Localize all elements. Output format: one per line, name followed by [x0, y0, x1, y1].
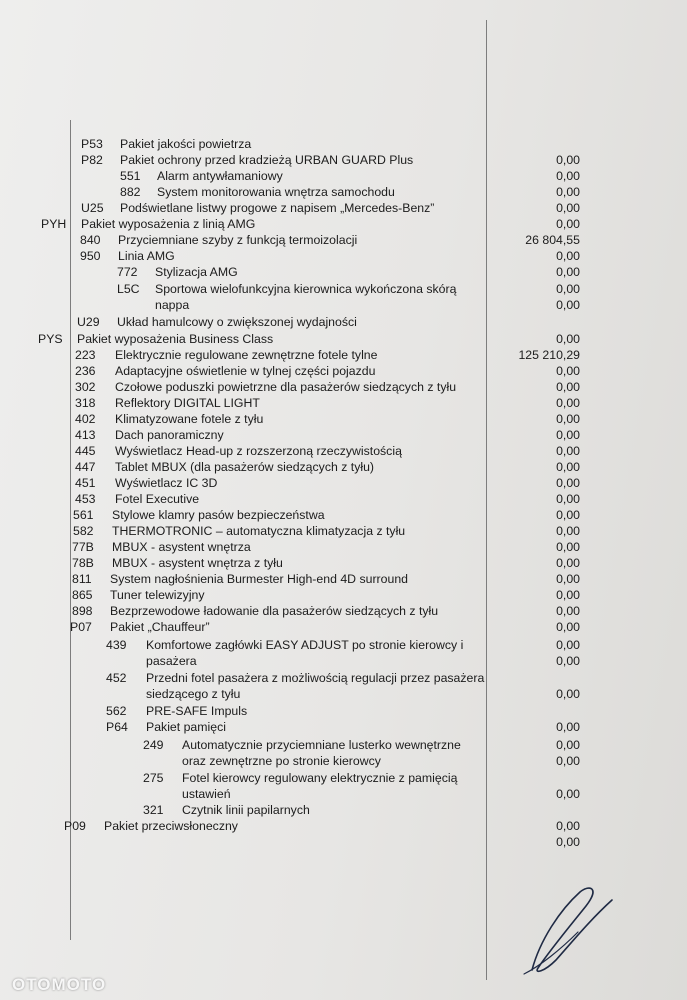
item-value: 0,00 [556, 835, 580, 849]
item-description: Reflektory DIGITAL LIGHT [115, 396, 260, 410]
item-code: 582 [73, 524, 94, 538]
item-description: Układ hamulcowy o zwiększonej wydajności [117, 315, 357, 329]
item-code: 453 [75, 492, 96, 506]
item-description: Sportowa wielofunkcyjna kierownica wykończona skórą [155, 282, 457, 296]
item-value: 125 210,29 [518, 348, 580, 362]
item-code: P07 [70, 620, 92, 634]
item-description: MBUX - asystent wnętrza [112, 540, 251, 554]
item-description: Przyciemniane szyby z funkcją termoizolacji [118, 233, 358, 247]
item-value: 0,00 [556, 604, 580, 618]
item-value: 0,00 [556, 265, 580, 279]
item-description: Stylowe klamry pasów bezpieczeństwa [112, 508, 325, 522]
item-description: Fotel kierowcy regulowany elektrycznie z pamięcią [182, 771, 458, 785]
item-description: ustawień [182, 787, 231, 801]
item-value: 0,00 [556, 620, 580, 634]
item-description: Wyświetlacz IC 3D [115, 476, 218, 490]
item-value: 0,00 [556, 508, 580, 522]
item-code: 78B [72, 556, 94, 570]
item-value: 0,00 [556, 153, 580, 167]
item-code: 318 [75, 396, 96, 410]
item-code: 77B [72, 540, 94, 554]
item-code: U29 [77, 315, 100, 329]
item-code: 445 [75, 444, 96, 458]
item-code: 562 [106, 704, 127, 718]
item-description: Pakiet ochrony przed kradzieżą URBAN GUARD Plus [120, 153, 414, 167]
item-value: 0,00 [556, 687, 580, 701]
item-value: 0,00 [556, 249, 580, 263]
item-description: Wyświetlacz Head-up z rozszerzoną rzeczywistością [115, 444, 402, 458]
item-value: 0,00 [556, 396, 580, 410]
item-value: 0,00 [556, 332, 580, 346]
item-code: 249 [143, 738, 164, 752]
item-value: 0,00 [556, 492, 580, 506]
left-margin-line [70, 120, 71, 940]
item-code: 223 [75, 348, 96, 362]
item-value: 0,00 [556, 282, 580, 296]
otomoto-watermark: OTOMOTO [12, 975, 107, 994]
item-code: 302 [75, 380, 96, 394]
item-code: 898 [72, 604, 93, 618]
item-value: 0,00 [556, 476, 580, 490]
item-value: 0,00 [556, 524, 580, 538]
item-description: Pakiet pamięci [146, 720, 226, 734]
item-value: 0,00 [556, 787, 580, 801]
item-code: P53 [81, 137, 103, 151]
item-value: 0,00 [556, 819, 580, 833]
item-code: U25 [81, 201, 104, 215]
item-description: Automatycznie przyciemniane lusterko wewnętrzne [182, 738, 461, 752]
item-description: Przedni fotel pasażera z możliwością regulacji przez pasażera [146, 671, 485, 685]
item-description: Tablet MBUX (dla pasażerów siedzących z tyłu) [115, 460, 375, 474]
signature-icon [520, 880, 630, 980]
item-value: 0,00 [556, 444, 580, 458]
item-value: 0,00 [556, 185, 580, 199]
item-code: 882 [120, 185, 141, 199]
item-code: 451 [75, 476, 96, 490]
item-code: P82 [81, 153, 103, 167]
item-value: 0,00 [556, 540, 580, 554]
item-value: 0,00 [556, 201, 580, 215]
item-value: 0,00 [556, 380, 580, 394]
item-description: System monitorowania wnętrza samochodu [157, 185, 395, 199]
item-value: 0,00 [556, 412, 580, 426]
item-description: Fotel Executive [115, 492, 200, 506]
item-description: Pakiet przeciwsłoneczny [104, 819, 238, 833]
item-description: System nagłośnienia Burmester High-end 4D surround [110, 572, 409, 586]
item-description: Komfortowe zagłówki EASY ADJUST po stronie kierowcy i [146, 638, 464, 652]
item-code: PYS [38, 332, 63, 346]
item-description: oraz zewnętrzne po stronie kierowcy [182, 754, 381, 768]
item-value: 0,00 [556, 169, 580, 183]
item-code: 865 [72, 588, 93, 602]
item-code: PYH [41, 217, 67, 231]
item-value: 0,00 [556, 572, 580, 586]
item-description: Dach panoramiczny [115, 428, 224, 442]
item-value: 0,00 [556, 754, 580, 768]
item-code: 772 [117, 265, 138, 279]
item-value: 0,00 [556, 720, 580, 734]
item-description: Stylizacja AMG [155, 265, 238, 279]
item-description: PRE-SAFE Impuls [146, 704, 248, 718]
item-description: MBUX - asystent wnętrza z tyłu [112, 556, 283, 570]
item-value: 0,00 [556, 460, 580, 474]
item-description: Pakiet „Chauffeur” [110, 620, 210, 634]
item-code: 447 [75, 460, 96, 474]
item-value: 0,00 [556, 738, 580, 752]
item-value: 0,00 [556, 556, 580, 570]
item-description: Linia AMG [118, 249, 175, 263]
item-description: Alarm antywłamaniowy [157, 169, 283, 183]
item-value: 0,00 [556, 298, 580, 312]
item-value: 0,00 [556, 588, 580, 602]
item-description: Tuner telewizyjny [110, 588, 205, 602]
item-code: L5C [117, 282, 140, 296]
item-description: Elektrycznie regulowane zewnętrzne fotele tylne [115, 348, 378, 362]
item-description: Adaptacyjne oświetlenie w tylnej części pojazdu [115, 364, 376, 378]
item-description: siedzącego z tyłu [146, 687, 241, 701]
item-code: 551 [120, 169, 141, 183]
item-description: Klimatyzowane fotele z tyłu [115, 412, 264, 426]
item-code: 402 [75, 412, 96, 426]
value-column-line [486, 20, 487, 980]
item-code: P09 [64, 819, 86, 833]
item-value: 0,00 [556, 638, 580, 652]
item-description: pasażera [146, 654, 197, 668]
item-code: 811 [72, 572, 92, 586]
item-code: P64 [106, 720, 128, 734]
item-code: 236 [75, 364, 96, 378]
item-code: 452 [106, 671, 127, 685]
item-value: 0,00 [556, 217, 580, 231]
item-code: 321 [143, 803, 164, 817]
item-code: 413 [75, 428, 96, 442]
item-description: Czołowe poduszki powietrzne dla pasażerów siedzących z tyłu [115, 380, 457, 394]
item-code: 950 [80, 249, 101, 263]
item-code: 439 [106, 638, 127, 652]
item-value: 26 804,55 [525, 233, 580, 247]
item-description: Bezprzewodowe ładowanie dla pasażerów siedzących z tyłu [110, 604, 439, 618]
item-value: 0,00 [556, 364, 580, 378]
item-code: 561 [73, 508, 94, 522]
item-description: Pakiet jakości powietrza [120, 137, 252, 151]
item-value: 0,00 [556, 428, 580, 442]
item-description: Czytnik linii papilarnych [182, 803, 310, 817]
item-description: nappa [155, 298, 190, 312]
item-code: 840 [80, 233, 101, 247]
item-description: Pakiet wyposażenia Business Class [77, 332, 274, 346]
item-code: 275 [143, 771, 164, 785]
item-description: Pakiet wyposażenia z linią AMG [81, 217, 256, 231]
item-description: THERMOTRONIC – automatyczna klimatyzacja z tyłu [112, 524, 406, 538]
item-value: 0,00 [556, 654, 580, 668]
item-description: Podświetlane listwy progowe z napisem „Mercedes-Benz” [120, 201, 435, 215]
